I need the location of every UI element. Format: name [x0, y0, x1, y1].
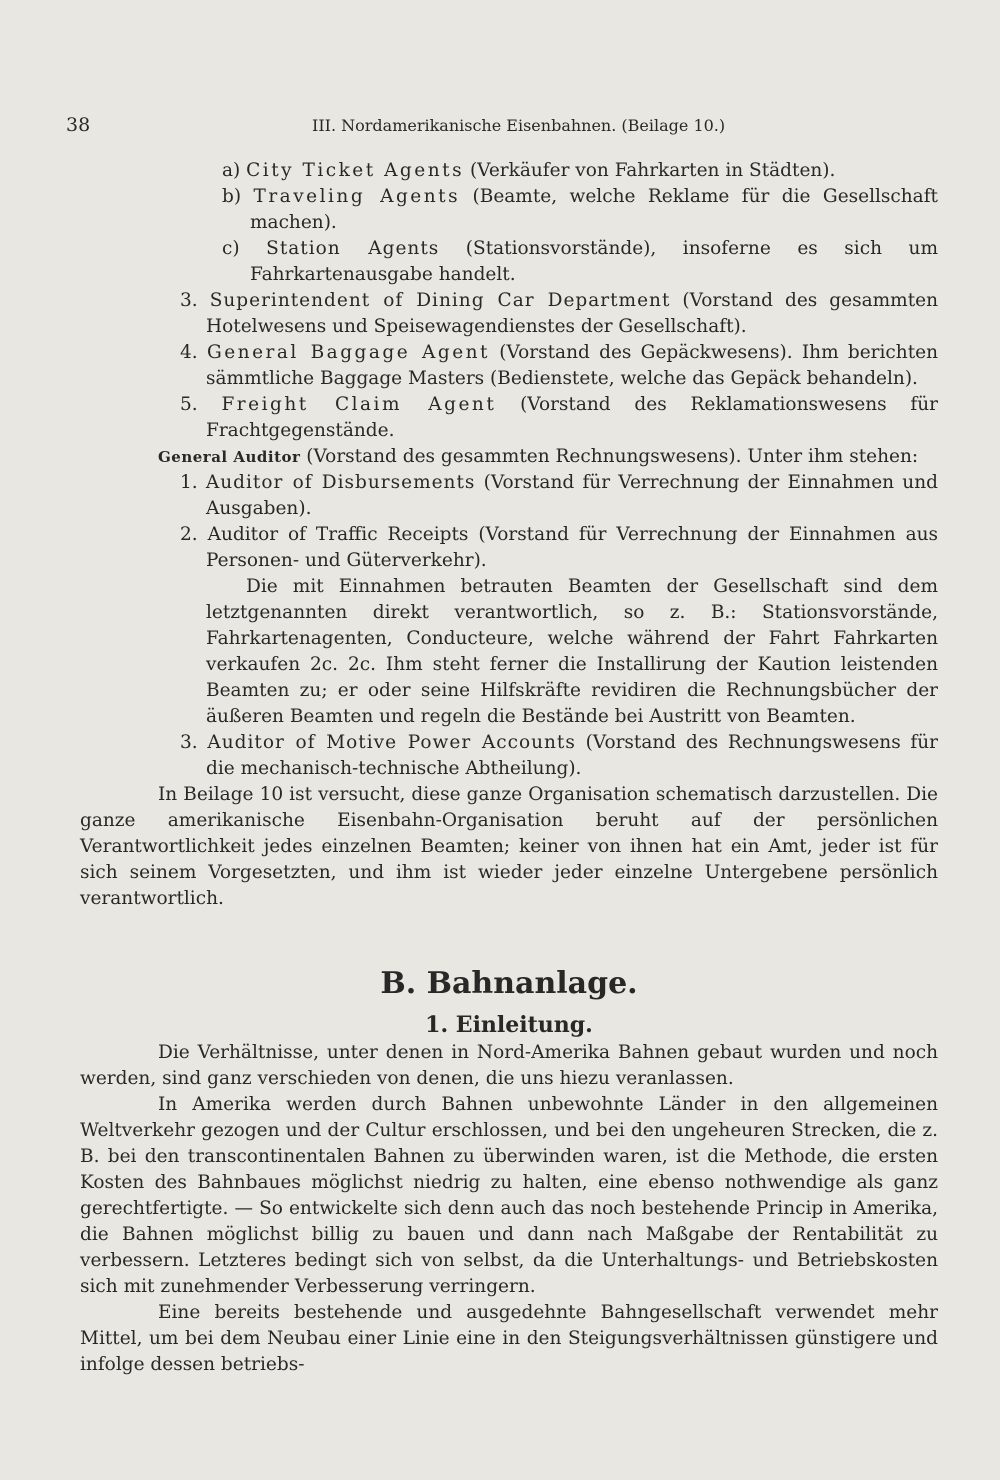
list-item	[80, 288, 938, 340]
item-term: Superintendent of Dining Car Department	[209, 290, 671, 311]
list-item	[80, 522, 938, 574]
item-label: c)	[222, 238, 240, 259]
item-term: Auditor of Traffic Receipts	[207, 524, 469, 545]
running-title: III. Nordamerikanische Eisenbahnen. (Beilage 10.)	[312, 116, 726, 135]
item-label: 3.	[180, 732, 198, 753]
item-label: 4.	[180, 342, 198, 363]
paragraph-beilage: In Beilage 10 ist versucht, diese ganze Organisation schematisch darzustellen. Die ganze amerikanische Eisenbahn-Organisation beruht auf der persönlichen Verantwortlichkeit jedes einzelnen Beamten; keiner von ihnen hat ein Amt, jeder ist für sich seinem Vorgesetzten, und ihm ist wieder jeder einzelne Untergebene persönlich verantwortlich.	[80, 784, 938, 909]
item-label: 1.	[180, 472, 198, 493]
paragraph: Eine bereits bestehende und ausgedehnte Bahngesellschaft verwendet mehr Mittel, um bei dem Neubau einer Linie eine in den Steigungsverhältnissen günstigere und infolge dessen betriebs-	[80, 1302, 938, 1375]
list-item	[80, 730, 938, 782]
subsection-title: 1. Einleitung.	[425, 1012, 593, 1038]
item-term: Station Agents	[266, 238, 440, 259]
item-label: 5.	[180, 394, 198, 415]
item-text: (Vorstand für Verrechnung der Einnahmen aus Personen- und Güterverkehr).	[206, 524, 939, 571]
paragraph: In Amerika werden durch Bahnen unbewohnte Länder in den allgemeinen Weltverkehr gezogen und der Cultur erschlossen, und bei den ungeheuren Strecken, die z. B. bei den transcontinentalen Bahnen zu überwinden waren, ist die Methode, die ersten Kosten des Bahnbaues möglichst niedrig zu halten, eine ebenso nothwendige als ganz gerechtfertigte. — So entwickelte sich denn auch das noch bestehende Princip in Amerika, die Bahnen möglichst billig zu bauen und dann nach Maßgabe der Rentabilität zu verbessern. Letzteres bedingt sich von selbst, da die Unterhaltungs- und Betriebskosten sich mit zunehmender Verbesserung verringern.	[80, 1094, 938, 1297]
item-label: 3.	[180, 290, 198, 311]
page-body	[80, 158, 938, 1378]
item-label: b)	[222, 186, 242, 207]
item-text: (Vorstand des Gepäckwesens). Ihm berichten sämmtliche Baggage Masters (Bedienstete, welche das Gepäck behandeln).	[206, 342, 938, 389]
general-auditor-term: General Auditor	[158, 448, 301, 466]
page-number: 38	[66, 114, 91, 136]
section-title: B. Bahnanlage.	[380, 966, 638, 1001]
item-term: Freight Claim Agent	[221, 394, 497, 415]
item-text: (Stationsvorstände), insoferne es sich um Fahrkartenausgabe handelt.	[250, 238, 938, 285]
item-text: (Vorstand für Verrechnung der Einnahmen und Ausgaben).	[206, 472, 938, 519]
auditor-note: Die mit Einnahmen betrauten Beamten der Gesellschaft sind dem letztgenannten direkt verantwortlich, so z. B.: Stationsvorstände, Fahrkartenagenten, Conducteure, welche während der Fahrt Fahrkarten verkaufen 2c. 2c. Ihm steht ferner die Installirung der Kaution leistenden Beamten zu; er oder seine Hilfskräfte revidiren die Rechnungsbücher der äußeren Beamten und regeln die Bestände bei Austritt von Beamten.	[206, 576, 938, 727]
spacer	[80, 912, 938, 964]
item-term: City Ticket Agents	[246, 160, 465, 181]
list-item	[80, 184, 938, 236]
item-text: (Vorstand des Reklamationswesens für Frachtgegenstände.	[206, 394, 938, 441]
item-label: 2.	[180, 524, 198, 545]
list-item	[80, 392, 938, 444]
paragraph: Die Verhältnisse, unter denen in Nord-Amerika Bahnen gebaut wurden und noch werden, sind ganz verschieden von denen, die uns hiezu veranlassen.	[80, 1042, 938, 1089]
item-text: (Beamte, welche Reklame für die Gesellschaft machen).	[250, 186, 938, 233]
general-auditor-line	[80, 444, 938, 470]
item-text: (Vorstand des gesammten Hotelwesens und Speisewagendienstes der Gesellschaft).	[206, 290, 939, 337]
list-item	[80, 158, 938, 184]
item-label: a)	[222, 160, 241, 181]
item-text: (Verkäufer von Fahrkarten in Städten).	[464, 160, 836, 181]
general-auditor-text: (Vorstand des gesammten Rechnungswesens). Unter ihm stehen:	[300, 446, 919, 467]
list-item	[80, 340, 938, 392]
item-term: Auditor of Motive Power Accounts	[207, 732, 576, 753]
item-term: General Baggage Agent	[206, 342, 490, 363]
item-term: Auditor of Disbursements	[205, 472, 476, 493]
list-item	[80, 470, 938, 522]
item-text: (Vorstand des Rechnungswesens für die mechanisch-technische Abtheilung).	[206, 732, 939, 779]
list-item	[80, 236, 938, 288]
page-header	[66, 114, 936, 144]
item-term: Traveling Agents	[253, 186, 461, 207]
